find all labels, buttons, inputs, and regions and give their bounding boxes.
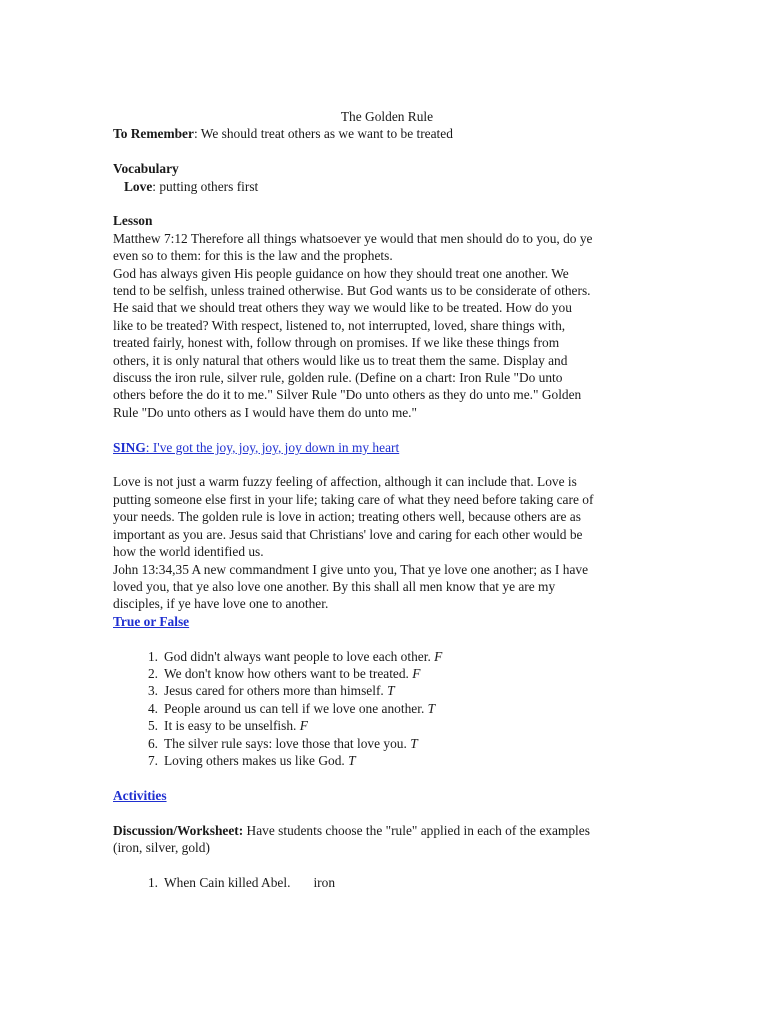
true-false-list	[113, 648, 661, 770]
vocabulary-heading: Vocabulary	[113, 161, 179, 177]
item-number: 5.	[147, 718, 158, 734]
item-answer: T	[348, 752, 356, 768]
vocabulary-term: Love	[124, 178, 153, 194]
love-line: disciples, if ye have love one to another.	[113, 596, 329, 612]
love-line: John 13:34,35 A new commandment I give unto you, That ye love one another; as I have	[113, 561, 589, 577]
sing-song-link[interactable]: : I've got the joy, joy, joy, joy down in my heart	[145, 439, 400, 455]
love-line: loved you, that ye also love one another. By this shall all men know that ye are my	[113, 578, 556, 594]
true-false-heading-line	[113, 613, 661, 630]
discussion-label: Discussion/Worksheet:	[113, 822, 244, 838]
document-page	[113, 108, 661, 891]
page-title: The Golden Rule	[340, 109, 434, 124]
to-remember	[113, 125, 661, 142]
list-item	[113, 700, 661, 717]
lesson-line: Rule "Do unto others as I would have them do unto me."	[113, 404, 417, 420]
item-number: 2.	[147, 665, 158, 681]
sing-line	[113, 439, 661, 456]
list-item	[113, 735, 661, 752]
lesson-heading: Lesson	[113, 213, 153, 229]
item-answer: T	[387, 683, 395, 699]
love-line: how the world identified us.	[113, 544, 264, 560]
item-question: We don't know how others want to be treated.	[164, 665, 409, 681]
worksheet-answer: iron	[313, 874, 336, 890]
item-number: 3.	[147, 683, 158, 699]
vocabulary-definition: : putting others first	[152, 178, 259, 194]
lesson-line: tend to be selfish, unless trained otherwise. But God wants us to be considerate of others.	[113, 283, 591, 299]
worksheet-list	[113, 874, 661, 891]
item-answer: F	[299, 718, 308, 734]
item-number: 1.	[147, 648, 158, 664]
lesson-line: others, it is only natural that others would like us to treat them the same. Display and	[113, 352, 568, 368]
love-line: your needs. The golden rule is love in action; treating others well, because others are as	[113, 509, 581, 525]
to-remember-text: : We should treat others as we want to be treated	[193, 126, 453, 142]
lesson-line: others before the do it to me." Silver Rule "Do unto others as they do unto me." Golden	[113, 387, 582, 403]
item-number: 7.	[147, 752, 158, 768]
item-question: The silver rule says: love those that love you.	[164, 735, 407, 751]
lesson-line: Matthew 7:12 Therefore all things whatsoever ye would that men should do to you, do ye	[113, 230, 593, 246]
love-paragraph	[113, 473, 661, 612]
item-answer: T	[410, 735, 418, 751]
lesson-line: He said that we should treat others they way we would like to be treated. How do you	[113, 300, 572, 316]
lesson-line: treated fairly, honest with, follow through on promises. If we like these things from	[113, 335, 560, 351]
list-item	[113, 874, 661, 891]
lesson-line: even so to them: for this is the law and the prophets.	[113, 248, 393, 264]
love-line: important as you are. Jesus said that Christians' love and caring for each other would be	[113, 526, 583, 542]
lesson-line: God has always given His people guidance on how they should treat one another. We	[113, 265, 569, 281]
discussion-text: Have students choose the "rule" applied in each of the examples	[243, 822, 590, 838]
item-answer: F	[434, 648, 443, 664]
item-question: Loving others makes us like God.	[164, 752, 345, 768]
activities-link[interactable]: Activities	[113, 787, 167, 803]
list-item	[113, 717, 661, 734]
list-item	[113, 752, 661, 769]
item-question: People around us can tell if we love one another.	[164, 700, 425, 716]
lesson-text	[113, 230, 661, 421]
item-number: 1.	[147, 874, 158, 890]
activities-heading-line	[113, 787, 661, 804]
list-item	[113, 648, 661, 665]
true-false-link[interactable]: True or False	[113, 613, 190, 629]
item-question: It is easy to be unselfish.	[164, 718, 297, 734]
sing-link[interactable]: SING	[113, 439, 146, 455]
list-item	[113, 665, 661, 682]
lesson-line: like to be treated? With respect, listened to, not interrupted, loved, share things with,	[113, 317, 566, 333]
lesson-line: discuss the iron rule, silver rule, golden rule. (Define on a chart: Iron Rule "Do unto	[113, 370, 563, 386]
love-line: putting someone else first in your life; taking care of what they need before taking care of	[113, 491, 594, 507]
list-item	[113, 682, 661, 699]
item-answer: F	[412, 665, 421, 681]
to-remember-label: To Remember	[113, 126, 194, 142]
item-question: God didn't always want people to love each other.	[164, 648, 431, 664]
item-number: 6.	[147, 735, 158, 751]
item-question: Jesus cared for others more than himself.	[164, 683, 384, 699]
item-answer: T	[427, 700, 436, 716]
worksheet-example: When Cain killed Abel.	[164, 874, 291, 890]
discussion-paragraph	[113, 822, 661, 857]
discussion-line: (iron, silver, gold)	[113, 839, 210, 855]
vocabulary-entry	[113, 178, 661, 195]
item-number: 4.	[147, 700, 158, 716]
love-line: Love is not just a warm fuzzy feeling of affection, although it can include that. Love is	[113, 474, 577, 490]
